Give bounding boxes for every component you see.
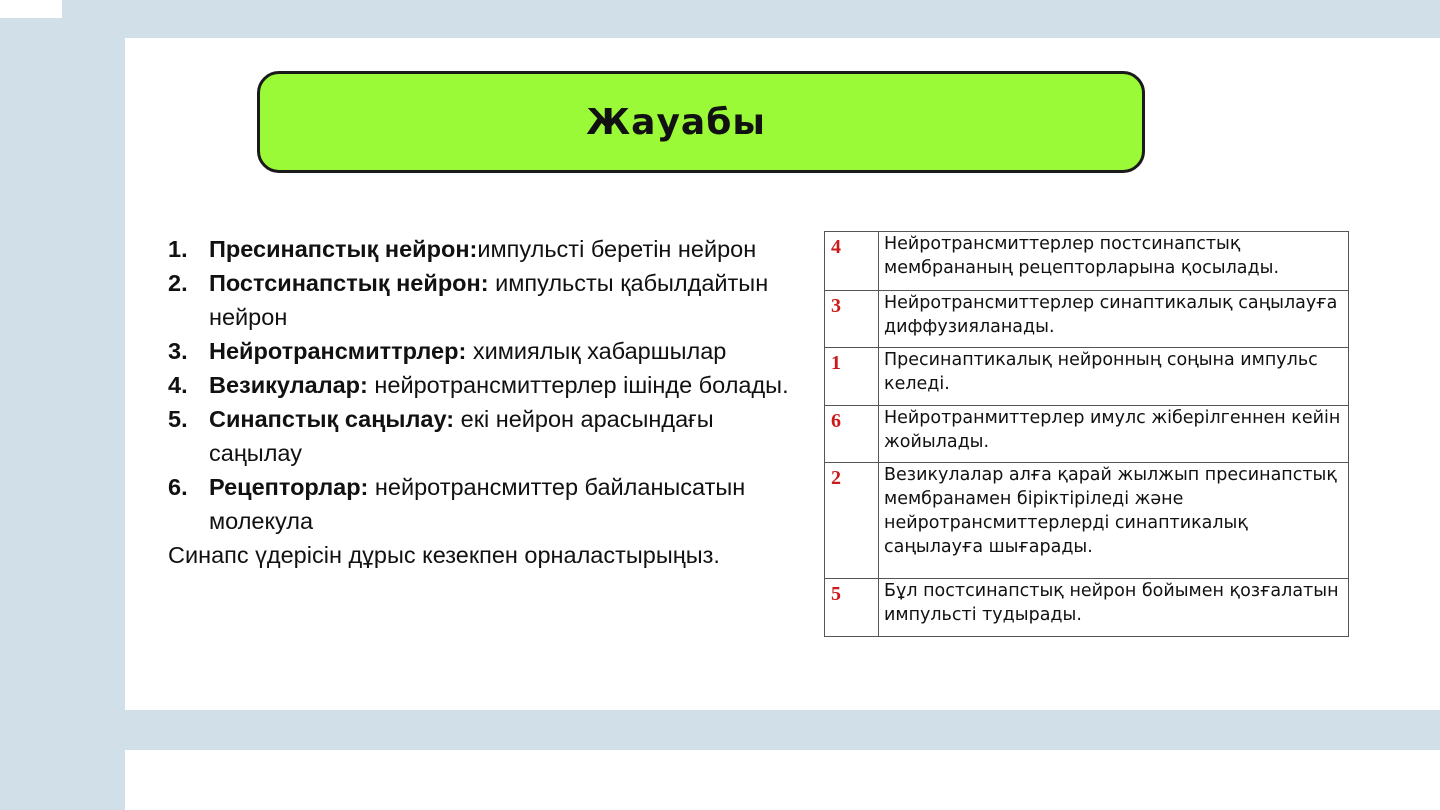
instruction-text: Синапс үдерісін дұрыс кезекпен орналастырыңыз. bbox=[168, 542, 720, 568]
terms-list-block bbox=[168, 232, 798, 572]
table-row bbox=[825, 579, 1349, 637]
step-description: Бұл постсинапстық нейрон бойымен қозғалатын импульсті тудырады. bbox=[879, 579, 1349, 637]
process-steps-table bbox=[824, 231, 1349, 637]
slide-title: Жауабы bbox=[586, 101, 766, 143]
background-left-band bbox=[0, 18, 125, 810]
step-description: Нейротрансмиттерлер синаптикалық саңылауға диффузияланады. bbox=[879, 291, 1349, 348]
background-bottom-band bbox=[0, 710, 1440, 750]
term-name: Пресинапстық нейрон: bbox=[209, 236, 478, 262]
table-row bbox=[825, 291, 1349, 348]
term-definition: нейротрансмиттерлер ішінде болады. bbox=[367, 372, 789, 398]
list-item bbox=[168, 402, 798, 470]
item-number: 2. bbox=[168, 270, 188, 296]
table-row bbox=[825, 406, 1349, 463]
step-description: Везикулалар алға қарай жылжып пресинапстық мембранамен біріктіріледі және нейротрансмиттерлерді синаптикалық саңылауға шығарады. bbox=[879, 463, 1349, 579]
step-order-number: 3 bbox=[825, 291, 879, 348]
item-number: 1. bbox=[168, 236, 188, 262]
title-box bbox=[257, 71, 1145, 173]
table-row bbox=[825, 348, 1349, 406]
term-definition: нейротрансмиттер байланысатын молекула bbox=[209, 474, 746, 534]
item-number: 6. bbox=[168, 474, 188, 500]
term-definition: импульсты қабылдайтын нейрон bbox=[209, 270, 769, 330]
step-description: Нейротранмиттерлер имулс жіберілгеннен кейін жойылады. bbox=[879, 406, 1349, 463]
list-item bbox=[168, 334, 798, 368]
step-order-number: 1 bbox=[825, 348, 879, 406]
step-description: Пресинаптикалық нейронның соңына импульс келеді. bbox=[879, 348, 1349, 406]
list-item bbox=[168, 470, 798, 538]
list-item bbox=[168, 232, 798, 266]
term-name: Нейротрансмиттрлер: bbox=[209, 338, 467, 364]
table-row bbox=[825, 232, 1349, 291]
term-name: Постсинапстық нейрон: bbox=[209, 270, 489, 296]
background-top-band bbox=[62, 0, 1440, 38]
step-order-number: 4 bbox=[825, 232, 879, 291]
term-name: Везикулалар: bbox=[209, 372, 368, 398]
term-name: Рецепторлар: bbox=[209, 474, 369, 500]
term-definition: екі нейрон арасындағы саңылау bbox=[209, 406, 714, 466]
step-order-number: 5 bbox=[825, 579, 879, 637]
term-name: Синапстық саңылау: bbox=[209, 406, 455, 432]
step-description: Нейротрансмиттерлер постсинапстық мембрананың рецепторларына қосылады. bbox=[879, 232, 1349, 291]
item-number: 4. bbox=[168, 372, 188, 398]
term-definition: химиялық хабаршылар bbox=[466, 338, 727, 364]
item-number: 5. bbox=[168, 406, 188, 432]
step-order-number: 2 bbox=[825, 463, 879, 579]
list-item bbox=[168, 266, 798, 334]
step-order-number: 6 bbox=[825, 406, 879, 463]
terms-list bbox=[168, 232, 798, 538]
item-number: 3. bbox=[168, 338, 188, 364]
list-item bbox=[168, 368, 798, 402]
table-row bbox=[825, 463, 1349, 579]
term-definition: импульсті беретін нейрон bbox=[477, 236, 757, 262]
